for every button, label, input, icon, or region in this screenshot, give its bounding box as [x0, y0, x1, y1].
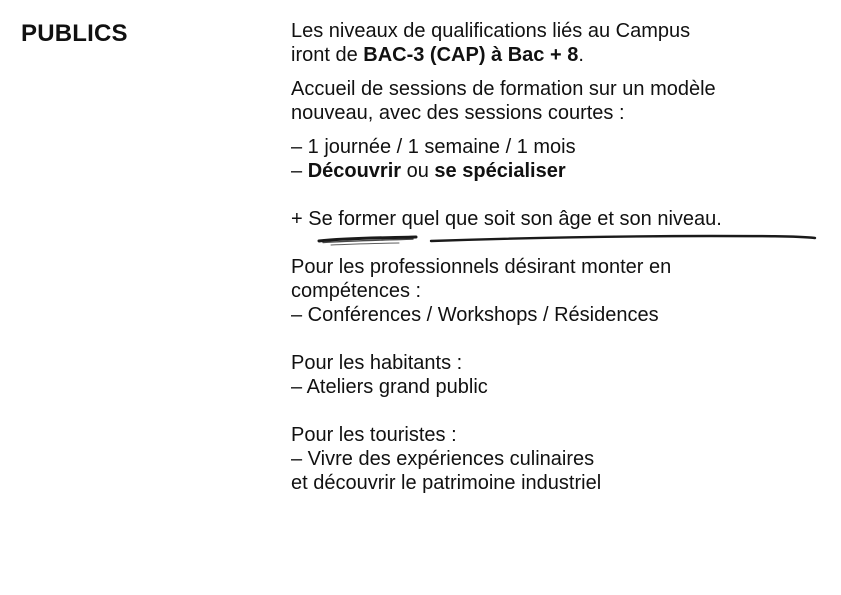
scribble-underline-short-2: [323, 239, 413, 243]
professionals-paragraph: [291, 255, 831, 327]
specialize-option: se spécialiser: [434, 160, 566, 182]
tourists-line-3: et découvrir le patrimoine industriel: [291, 472, 602, 494]
professionals-line-2: compétences :: [291, 280, 422, 302]
qualification-range: BAC-3 (CAP) à Bac + 8: [363, 44, 579, 66]
qualification-line-1: Les niveaux de qualifications liés au Campus: [291, 20, 691, 42]
section-heading: PUBLICS: [21, 20, 128, 47]
qualification-levels-paragraph: [291, 19, 831, 67]
durations-line-1: – 1 journée / 1 semaine / 1 mois: [291, 136, 576, 158]
qualification-line-2-prefix: iront de: [291, 44, 364, 66]
tagline-wrap: [291, 207, 722, 231]
sessions-line-1: Accueil de sessions de formation sur un modèle: [291, 78, 716, 100]
scribble-underline-short-3: [331, 243, 399, 245]
tagline-text: + Se former quel que soit son âge et son niveau.: [291, 208, 722, 230]
scribble-underline-long: [431, 236, 815, 241]
durations-connector: ou: [401, 160, 435, 182]
residents-paragraph: [291, 351, 831, 399]
professionals-line-3: – Conférences / Workshops / Résidences: [291, 304, 659, 326]
durations-paragraph: [291, 135, 831, 183]
qualification-line-2-suffix: .: [578, 44, 584, 66]
discover-option: Découvrir: [307, 160, 402, 182]
tagline-paragraph: [291, 207, 831, 231]
durations-line-2-prefix: –: [291, 160, 308, 182]
sessions-paragraph: [291, 77, 831, 125]
tourists-line-1: Pour les touristes :: [291, 424, 457, 446]
tourists-line-2: – Vivre des expériences culinaires: [291, 448, 595, 470]
tourists-paragraph: [291, 423, 831, 495]
professionals-line-1: Pour les professionnels désirant monter en: [291, 256, 672, 278]
content-column: [291, 19, 831, 495]
residents-line-2: – Ateliers grand public: [291, 376, 488, 398]
sessions-line-2: nouveau, avec des sessions courtes :: [291, 102, 625, 124]
scribble-underline-short: [319, 237, 416, 241]
residents-line-1: Pour les habitants :: [291, 352, 463, 374]
